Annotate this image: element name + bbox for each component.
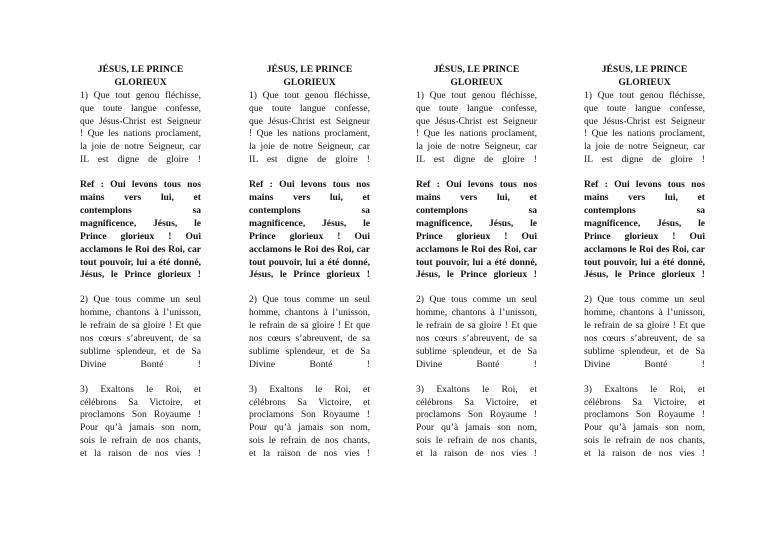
verse-line: nos cœurs s’abreuvent, de sa xyxy=(584,332,705,344)
verse-line: et la raison de nos vies ! xyxy=(80,448,201,460)
song-title-line: GLORIEUX xyxy=(450,76,503,88)
refrain-line: Prince glorieux ! Oui xyxy=(249,230,370,242)
verse-1 xyxy=(80,90,201,167)
verse-line: Divine Bonté ! xyxy=(80,358,201,370)
verse-3 xyxy=(416,384,537,461)
song-title-line: JÉSUS, LE PRINCE xyxy=(601,64,688,75)
verse-line: homme, chantons à l’unisson, xyxy=(249,307,370,319)
verse-line: 2) Que tous comme un seul xyxy=(249,294,370,306)
verse-line: Divine Bonté ! xyxy=(584,358,705,370)
verse-2 xyxy=(80,294,201,371)
refrain-line: tout pouvoir, lui a été donné, xyxy=(249,256,370,268)
verse-1 xyxy=(584,90,705,167)
verse-line: Divine Bonté ! xyxy=(416,358,537,370)
refrain xyxy=(584,179,705,282)
refrain-line: Jésus, le Prince glorieux ! xyxy=(416,269,537,281)
verse-line: Pour qu’à jamais son nom, xyxy=(80,422,201,434)
verse-line: célébrons Sa Victoire, et xyxy=(416,396,537,408)
verse-line: 2) Que tous comme un seul xyxy=(584,294,705,306)
refrain xyxy=(80,179,201,282)
verse-line: le refrain de sa gloire ! Et que xyxy=(80,320,201,332)
refrain-line: Ref : Oui levons tous nos xyxy=(80,179,201,191)
refrain-line: acclamons le Roi des Roi, car xyxy=(249,243,370,255)
refrain-line: magnificence, Jésus, le xyxy=(80,217,201,229)
verse-line: et la raison de nos vies ! xyxy=(249,448,370,460)
refrain xyxy=(416,179,537,282)
refrain-line: acclamons le Roi des Roi, car xyxy=(80,243,201,255)
verse-line: sublime splendeur, et de Sa xyxy=(584,345,705,357)
verse-3 xyxy=(584,384,705,461)
verse-2 xyxy=(249,294,370,371)
verse-line: la joie de notre Seigneur, car xyxy=(584,141,705,153)
verse-line: homme, chantons à l’unisson, xyxy=(80,307,201,319)
verse-2 xyxy=(584,294,705,371)
verse-line: proclamons Son Royaume ! xyxy=(416,409,537,421)
song-title-line: JÉSUS, LE PRINCE xyxy=(433,64,520,75)
verse-line: IL est digne de gloire ! xyxy=(584,154,705,166)
verse-line: que toute langue confesse, xyxy=(584,102,705,114)
verse-line: la joie de notre Seigneur, car xyxy=(416,141,537,153)
verse-line: IL est digne de gloire ! xyxy=(249,154,370,166)
verse-line: ! Que les nations proclament, xyxy=(416,128,537,140)
verse-2 xyxy=(416,294,537,371)
verse-line: 3) Exaltons le Roi, et xyxy=(584,383,705,395)
verse-line: proclamons Son Royaume ! xyxy=(584,409,705,421)
verse-line: proclamons Son Royaume ! xyxy=(249,409,370,421)
song-title-line: JÉSUS, LE PRINCE xyxy=(266,64,353,75)
verse-line: sois le refrain de nos chants, xyxy=(584,435,705,447)
verse-line: que toute langue confesse, xyxy=(80,102,201,114)
verse-line: célébrons Sa Victoire, et xyxy=(249,396,370,408)
song-title xyxy=(416,64,537,90)
verse-line: 2) Que tous comme un seul xyxy=(416,294,537,306)
verse-line: que toute langue confesse, xyxy=(249,102,370,114)
verse-line: 1) Que tout genou fléchisse, xyxy=(416,89,537,101)
verse-line: que Jésus-Christ est Seigneur xyxy=(249,115,370,127)
refrain-line: mains vers lui, et xyxy=(80,192,201,204)
refrain-line: tout pouvoir, lui a été donné, xyxy=(584,256,705,268)
verse-line: que Jésus-Christ est Seigneur xyxy=(416,115,537,127)
refrain-line: contemplons sa xyxy=(249,204,370,216)
verse-line: homme, chantons à l’unisson, xyxy=(584,307,705,319)
song-column-4 xyxy=(584,64,705,461)
verse-line: que toute langue confesse, xyxy=(416,102,537,114)
verse-line: homme, chantons à l’unisson, xyxy=(416,307,537,319)
song-column-2 xyxy=(249,64,370,461)
refrain-line: tout pouvoir, lui a été donné, xyxy=(80,256,201,268)
verse-1 xyxy=(249,90,370,167)
verse-line: célébrons Sa Victoire, et xyxy=(584,396,705,408)
refrain-line: magnificence, Jésus, le xyxy=(584,217,705,229)
refrain-line: contemplons sa xyxy=(416,204,537,216)
song-title-line: GLORIEUX xyxy=(618,76,671,88)
refrain-line: Ref : Oui levons tous nos xyxy=(249,179,370,191)
song-column-1 xyxy=(80,64,201,461)
verse-line: sublime splendeur, et de Sa xyxy=(249,345,370,357)
verse-line: IL est digne de gloire ! xyxy=(80,154,201,166)
song-title-line: GLORIEUX xyxy=(283,76,336,88)
verse-line: 1) Que tout genou fléchisse, xyxy=(584,89,705,101)
refrain-line: tout pouvoir, lui a été donné, xyxy=(416,256,537,268)
verse-line: proclamons Son Royaume ! xyxy=(80,409,201,421)
verse-line: le refrain de sa gloire ! Et que xyxy=(416,320,537,332)
verse-line: Divine Bonté ! xyxy=(249,358,370,370)
refrain-line: Jésus, le Prince glorieux ! xyxy=(249,269,370,281)
refrain xyxy=(249,179,370,282)
refrain-line: Ref : Oui levons tous nos xyxy=(416,179,537,191)
verse-line: 3) Exaltons le Roi, et xyxy=(249,383,370,395)
verse-line: 3) Exaltons le Roi, et xyxy=(416,383,537,395)
refrain-line: acclamons le Roi des Roi, car xyxy=(584,243,705,255)
verse-line: nos cœurs s’abreuvent, de sa xyxy=(416,332,537,344)
song-title-line: GLORIEUX xyxy=(114,76,167,88)
verse-line: Pour qu’à jamais son nom, xyxy=(584,422,705,434)
song-title xyxy=(584,64,705,90)
refrain-line: Ref : Oui levons tous nos xyxy=(584,179,705,191)
verse-line: sublime splendeur, et de Sa xyxy=(80,345,201,357)
refrain-line: mains vers lui, et xyxy=(249,192,370,204)
song-title xyxy=(249,64,370,90)
refrain-line: Jésus, le Prince glorieux ! xyxy=(80,269,201,281)
refrain-line: Prince glorieux ! Oui xyxy=(80,230,201,242)
verse-line: sublime splendeur, et de Sa xyxy=(416,345,537,357)
song-column-3 xyxy=(416,64,537,461)
verse-line: 2) Que tous comme un seul xyxy=(80,294,201,306)
verse-line: 1) Que tout genou fléchisse, xyxy=(80,89,201,101)
verse-line: sois le refrain de nos chants, xyxy=(80,435,201,447)
refrain-line: mains vers lui, et xyxy=(416,192,537,204)
verse-line: et la raison de nos vies ! xyxy=(584,448,705,460)
song-title-line: JÉSUS, LE PRINCE xyxy=(97,64,184,75)
verse-3 xyxy=(249,384,370,461)
verse-line: Pour qu’à jamais son nom, xyxy=(416,422,537,434)
refrain-line: magnificence, Jésus, le xyxy=(249,217,370,229)
verse-3 xyxy=(80,384,201,461)
verse-line: sois le refrain de nos chants, xyxy=(416,435,537,447)
verse-line: Pour qu’à jamais son nom, xyxy=(249,422,370,434)
verse-line: nos cœurs s’abreuvent, de sa xyxy=(249,332,370,344)
verse-line: 1) Que tout genou fléchisse, xyxy=(249,89,370,101)
verse-line: IL est digne de gloire ! xyxy=(416,154,537,166)
refrain-line: magnificence, Jésus, le xyxy=(416,217,537,229)
refrain-line: Prince glorieux ! Oui xyxy=(584,230,705,242)
refrain-line: contemplons sa xyxy=(80,204,201,216)
verse-line: la joie de notre Seigneur, car xyxy=(80,141,201,153)
refrain-line: mains vers lui, et xyxy=(584,192,705,204)
song-title xyxy=(80,64,201,90)
verse-line: que Jésus-Christ est Seigneur xyxy=(584,115,705,127)
verse-line: ! Que les nations proclament, xyxy=(249,128,370,140)
verse-line: le refrain de sa gloire ! Et que xyxy=(249,320,370,332)
verse-line: et la raison de nos vies ! xyxy=(416,448,537,460)
verse-line: que Jésus-Christ est Seigneur xyxy=(80,115,201,127)
verse-line: le refrain de sa gloire ! Et que xyxy=(584,320,705,332)
verse-line: ! Que les nations proclament, xyxy=(584,128,705,140)
refrain-line: contemplons sa xyxy=(584,204,705,216)
refrain-line: Jésus, le Prince glorieux ! xyxy=(584,269,705,281)
verse-line: 3) Exaltons le Roi, et xyxy=(80,383,201,395)
verse-line: sois le refrain de nos chants, xyxy=(249,435,370,447)
refrain-line: Prince glorieux ! Oui xyxy=(416,230,537,242)
verse-line: nos cœurs s’abreuvent, de sa xyxy=(80,332,201,344)
verse-1 xyxy=(416,90,537,167)
verse-line: la joie de notre Seigneur, car xyxy=(249,141,370,153)
refrain-line: acclamons le Roi des Roi, car xyxy=(416,243,537,255)
verse-line: ! Que les nations proclament, xyxy=(80,128,201,140)
verse-line: célébrons Sa Victoire, et xyxy=(80,396,201,408)
